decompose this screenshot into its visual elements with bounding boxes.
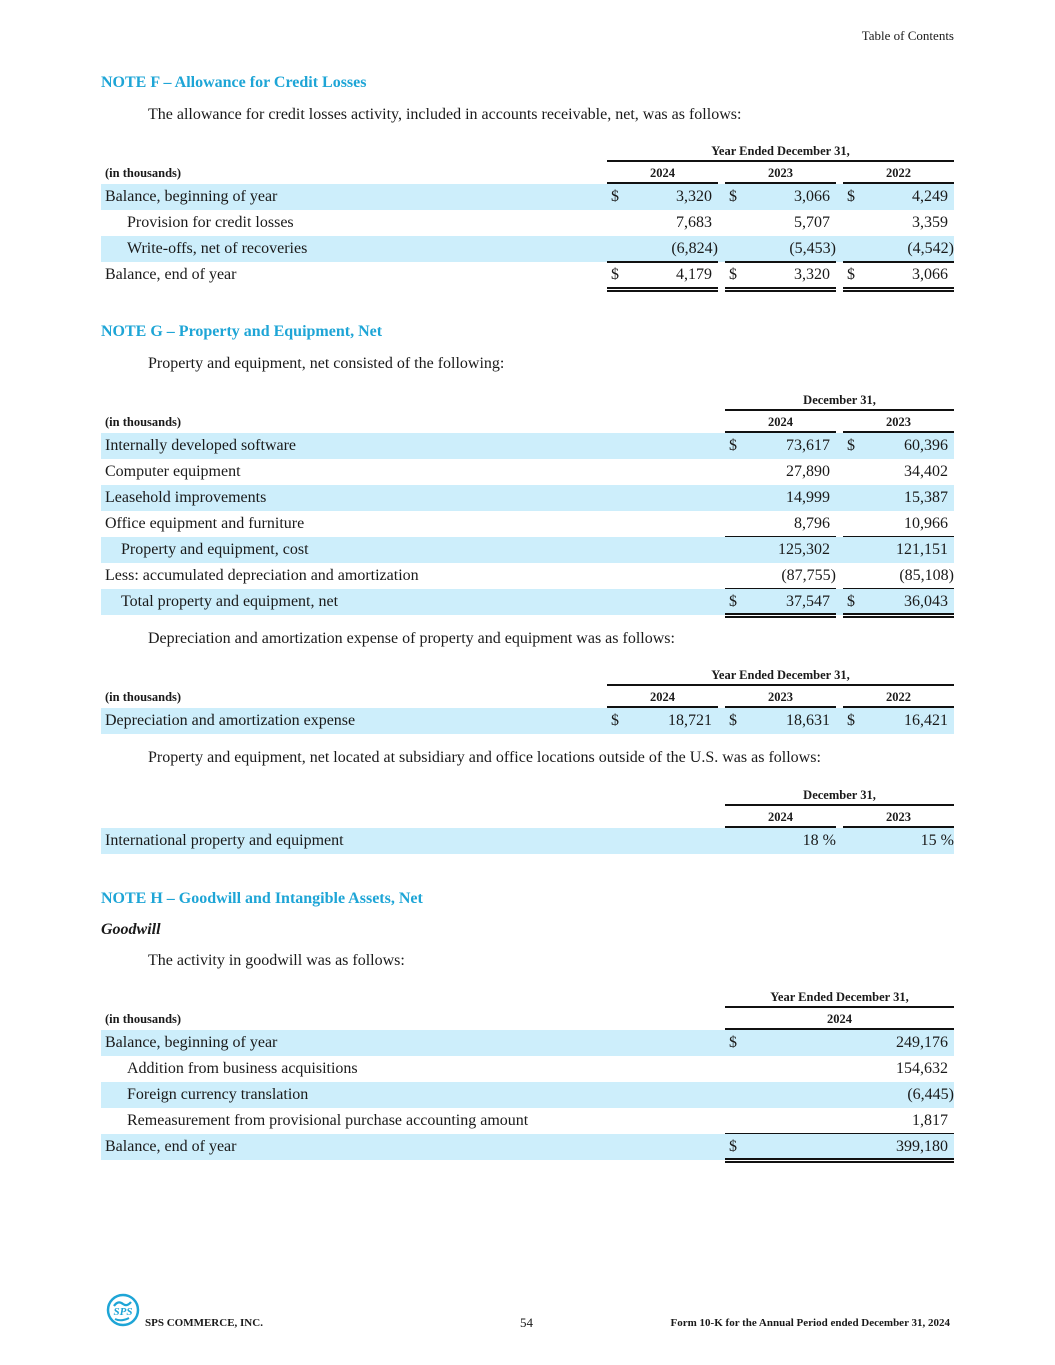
currency-symbol: $ bbox=[729, 188, 737, 205]
cell-value: 15,387 bbox=[904, 489, 948, 506]
cell-value: 399,180 bbox=[896, 1138, 948, 1155]
currency-symbol: $ bbox=[847, 593, 855, 610]
cell-value: 3,320 bbox=[676, 188, 712, 205]
table-row bbox=[101, 1030, 954, 1056]
cell-value: 1,817 bbox=[912, 1112, 948, 1129]
row-label: International property and equipment bbox=[105, 832, 344, 849]
unit-label: (in thousands) bbox=[105, 690, 182, 704]
cell-value: 3,066 bbox=[794, 188, 830, 205]
table-header-row bbox=[101, 688, 954, 706]
currency-symbol: $ bbox=[729, 712, 737, 729]
row-label: Less: accumulated depreciation and amortization bbox=[105, 567, 419, 584]
company-name: SPS COMMERCE, INC. bbox=[145, 1317, 263, 1329]
currency-symbol: $ bbox=[847, 266, 855, 283]
year-header: 2022 bbox=[886, 166, 911, 180]
row-label: Total property and equipment, net bbox=[121, 593, 339, 610]
page-footer bbox=[101, 1290, 954, 1330]
cell-value: (87,755) bbox=[781, 567, 836, 584]
table-row bbox=[101, 459, 954, 485]
cell-value: 4,249 bbox=[912, 188, 948, 205]
row-label: Balance, end of year bbox=[105, 266, 237, 283]
year-header: 2022 bbox=[886, 690, 911, 704]
currency-symbol: $ bbox=[729, 1138, 737, 1155]
cell-value: 4,179 bbox=[676, 266, 712, 283]
table-row bbox=[101, 828, 954, 854]
year-header: 2024 bbox=[768, 810, 793, 824]
cell-value: 15 % bbox=[920, 832, 954, 849]
row-label: Internally developed software bbox=[105, 437, 297, 454]
table-group-header: Year Ended December 31, bbox=[770, 990, 909, 1004]
cell-value: 14,999 bbox=[786, 489, 830, 506]
cell-value: 3,359 bbox=[912, 214, 948, 231]
cell-value: 121,151 bbox=[896, 541, 948, 558]
table-row bbox=[101, 1082, 954, 1108]
row-label: Office equipment and furniture bbox=[105, 515, 305, 532]
currency-symbol: $ bbox=[611, 188, 619, 205]
table-group-header: December 31, bbox=[803, 393, 876, 407]
year-header: 2023 bbox=[886, 810, 911, 824]
currency-symbol: $ bbox=[729, 1034, 737, 1051]
currency-symbol: $ bbox=[729, 437, 737, 454]
cell-value: 154,632 bbox=[896, 1060, 948, 1077]
sps-logo-icon bbox=[105, 1292, 141, 1328]
cell-value: 7,683 bbox=[676, 214, 712, 231]
row-label: Write-offs, net of recoveries bbox=[127, 240, 308, 257]
cell-value: 3,066 bbox=[912, 266, 948, 283]
year-header: 2023 bbox=[768, 166, 793, 180]
row-label: Depreciation and amortization expense bbox=[105, 712, 356, 729]
table-header-row bbox=[101, 413, 954, 431]
unit-label: (in thousands) bbox=[105, 1012, 182, 1026]
year-header: 2023 bbox=[886, 415, 911, 429]
currency-symbol: $ bbox=[729, 266, 737, 283]
table-row bbox=[101, 433, 954, 459]
year-header: 2024 bbox=[827, 1012, 852, 1026]
page-number: 54 bbox=[520, 1315, 533, 1330]
cell-value: 18,721 bbox=[668, 712, 712, 729]
cell-value: 27,890 bbox=[786, 463, 830, 480]
cell-value: 8,796 bbox=[794, 515, 830, 532]
note-g-intro-2: Depreciation and amortization expense of property and equipment was as follows: bbox=[148, 630, 675, 647]
year-header: 2024 bbox=[650, 690, 675, 704]
credit-losses-table bbox=[101, 143, 954, 293]
table-row bbox=[101, 485, 954, 511]
currency-symbol: $ bbox=[847, 188, 855, 205]
table-header-row bbox=[101, 808, 954, 826]
row-label: Remeasurement from provisional purchase accounting amount bbox=[127, 1112, 529, 1129]
year-header: 2024 bbox=[650, 166, 675, 180]
currency-symbol: $ bbox=[729, 593, 737, 610]
goodwill-table bbox=[101, 989, 954, 1164]
table-group-header: Year Ended December 31, bbox=[711, 144, 850, 158]
row-label: Balance, beginning of year bbox=[105, 1034, 278, 1051]
row-label: Provision for credit losses bbox=[127, 214, 294, 231]
currency-symbol: $ bbox=[847, 712, 855, 729]
row-label: Balance, end of year bbox=[105, 1138, 237, 1155]
note-g-intro-3: Property and equipment, net located at subsidiary and office locations outside of the U.S. was as follows: bbox=[148, 749, 821, 766]
table-group-header: December 31, bbox=[803, 788, 876, 802]
cell-value: (5,453) bbox=[789, 240, 836, 257]
cell-value: (6,445) bbox=[907, 1086, 954, 1103]
cell-value: (4,542) bbox=[907, 240, 954, 257]
table-row bbox=[101, 236, 954, 262]
table-group-header: Year Ended December 31, bbox=[711, 668, 850, 682]
cell-value: 125,302 bbox=[778, 541, 830, 558]
cell-value: (6,824) bbox=[671, 240, 718, 257]
note-h-title: NOTE H – Goodwill and Intangible Assets, Net bbox=[101, 890, 423, 907]
row-label: Leasehold improvements bbox=[105, 489, 267, 506]
svg-text:SPS: SPS bbox=[113, 1306, 133, 1318]
table-row bbox=[101, 1108, 954, 1134]
cell-value: 18,631 bbox=[786, 712, 830, 729]
table-row bbox=[101, 184, 954, 210]
note-h-intro: The activity in goodwill was as follows: bbox=[148, 952, 405, 969]
cell-value: 34,402 bbox=[904, 463, 948, 480]
cell-value: 16,421 bbox=[904, 712, 948, 729]
year-header: 2023 bbox=[768, 690, 793, 704]
cell-value: 36,043 bbox=[904, 593, 948, 610]
cell-value: 60,396 bbox=[904, 437, 948, 454]
note-g-intro: Property and equipment, net consisted of the following: bbox=[148, 355, 505, 372]
table-row bbox=[101, 262, 954, 288]
goodwill-subtitle: Goodwill bbox=[101, 921, 161, 938]
international-table bbox=[101, 787, 954, 855]
table-row bbox=[101, 563, 954, 589]
note-f-title: NOTE F – Allowance for Credit Losses bbox=[101, 74, 367, 91]
depreciation-table bbox=[101, 667, 954, 735]
table-row bbox=[101, 511, 954, 537]
table-header-row bbox=[101, 1010, 954, 1028]
currency-symbol: $ bbox=[611, 712, 619, 729]
cell-value: 249,176 bbox=[896, 1034, 948, 1051]
note-f-intro: The allowance for credit losses activity, included in accounts receivable, net, was as follows: bbox=[148, 106, 742, 123]
unit-label: (in thousands) bbox=[105, 166, 182, 180]
currency-symbol: $ bbox=[847, 437, 855, 454]
table-row bbox=[101, 537, 954, 563]
cell-value: 37,547 bbox=[786, 593, 830, 610]
row-label: Foreign currency translation bbox=[127, 1086, 309, 1103]
cell-value: 5,707 bbox=[794, 214, 830, 231]
property-equipment-table bbox=[101, 392, 954, 617]
table-row bbox=[101, 1134, 954, 1160]
unit-label: (in thousands) bbox=[105, 415, 182, 429]
row-label: Balance, beginning of year bbox=[105, 188, 278, 205]
note-g-title: NOTE G – Property and Equipment, Net bbox=[101, 323, 383, 340]
row-label: Property and equipment, cost bbox=[121, 541, 309, 558]
table-header-row bbox=[101, 164, 954, 182]
cell-value: (85,108) bbox=[899, 567, 954, 584]
cell-value: 18 % bbox=[802, 832, 836, 849]
currency-symbol: $ bbox=[611, 266, 619, 283]
table-row bbox=[101, 708, 954, 734]
cell-value: 3,320 bbox=[794, 266, 830, 283]
cell-value: 10,966 bbox=[904, 515, 948, 532]
table-row bbox=[101, 589, 954, 615]
form-description: Form 10-K for the Annual Period ended December 31, 2024 bbox=[670, 1317, 950, 1329]
table-row bbox=[101, 210, 954, 236]
row-label: Addition from business acquisitions bbox=[127, 1060, 358, 1077]
table-row bbox=[101, 1056, 954, 1082]
cell-value: 73,617 bbox=[786, 437, 830, 454]
year-header: 2024 bbox=[768, 415, 793, 429]
table-of-contents-link[interactable]: Table of Contents bbox=[861, 28, 954, 43]
row-label: Computer equipment bbox=[105, 463, 241, 480]
